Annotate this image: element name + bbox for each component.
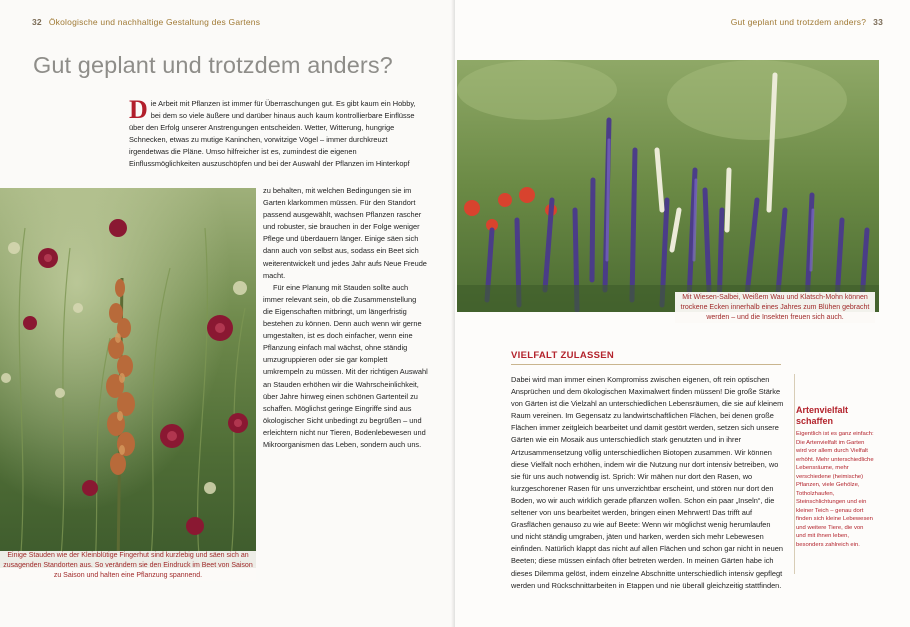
left-running-head-text: Ökologische und nachhaltige Gestaltung des Gartens [48,17,261,27]
sidebar-title: Artenvielfalt schaffen [796,405,849,426]
salvia-meadow-photo-image [457,60,879,312]
right-page [455,0,910,627]
right-page-number: 33 [873,17,883,27]
foxglove-photo-caption: Einige Stauden wie der Kleinblütige Fingerhut sind kurzlebig und säen sich an zusagenden Standorten aus. So verändern sie den Eindruck im Beet von Saison zu Saison und halten eine Pflanzung spannend. [0,551,256,581]
left-page-number: 32 [32,17,42,27]
section-rule [511,364,781,365]
sidebar-box [796,405,874,549]
section-heading: VIELFALT ZULASSEN [511,350,615,361]
left-running-head [32,17,260,27]
foxglove-photo-image [0,188,256,568]
left-column-paragraph: Für eine Planung mit Stauden sollte auch immer relevant sein, ob die Zusammenstellung die Eigenschaften mitbringt, um längerfristig bestehen zu können. Denn auch wenn wir gerne umgestalten, ist es doch einfacher, wenn eine Pflanzung einfach mal wächst, ohne ständig umzugruppieren oder sie gar komplett umkrempeln zu müssen. Mit der richtigen Auswahl an Stauden erhöhen wir die Wahrscheinlichkeit, über Jahre hinweg einen schönen Gartenteil zu schaffen. Möglichst geringe Eingriffe sind aus ökologischer Sicht unbedingt zu begrüßen – und erleichtern nicht nur Tieren, Bodenlebewesen und Mikroorganismen das Leben, sondern auch uns. [263,282,428,449]
right-running-head [731,17,883,27]
sidebar-text: Eigentlich ist es ganz einfach: Die Artenvielfalt im Garten wird vor allem durch Vielfalt erhöht. Mehr unterschiedliche Lebensräume, mehr verschiedene (heimische) Pflanzen, viele Gehölze, Totholzhaufen, Steinschlichtungen und ein kleiner Teich – genau dort finden sich kleine Lebewesen und weitere Tiere, die von und mit ihnen leben, besonders zahlreich ein. [796,431,874,548]
left-column-paragraph: zu behalten, mit welchen Bedingungen sie im Garten klarkommen müssen. Für den Standort passend ausgewählt, wachsen Pflanzen rascher und robuster, sie brauchen in der Folge weniger Pflege und überdauern länger. Einige säen sich dann auch von selbst aus, sodass ein Beet sich weiterentwickelt und jedes Jahr aufs Neue Freude macht. [263,186,427,280]
foxglove-photo [0,188,256,568]
intro-text: ie Arbeit mit Pflanzen ist immer für Überraschungen gut. Es gibt kaum ein Hobby, bei dem so viele äußere und darüber hinaus auch kaum kontrollierbare Einflüsse über den Erfolg unserer Anstrengungen entscheiden. Wetter, Witterung, hungrige Schnecken, etwas zu mutige Kaninchen, vorwitzige Vögel – immer durchkreuzt irgendetwas die Pläne. Umso hilfreicher ist es, zumindest die eigenen Einflussmöglichkeiten auszuschöpfen und bei der Auswahl der Pflanzen im Hinterkopf [129,99,416,169]
salvia-photo-caption: Mit Wiesen-Salbei, Weißem Wau und Klatsch-Mohn können trockene Ecken innerhalb eines Jahres zum Blühen gebracht werden – und die Insekten freuen sich auch. [675,292,875,323]
dropcap: D [129,95,148,124]
salvia-meadow-photo [457,60,879,312]
sidebar-divider [794,374,795,574]
intro-paragraph [129,95,427,171]
left-column-text [263,185,428,451]
right-column-text: Dabei wird man immer einen Kompromiss zwischen eigenen, oft rein optischen Ansprüchen und dem ökologischen Maximalwert finden müssen! Die große Stärke von Gärten ist die Vielzahl an unterschiedlichen Lebensräumen, die sie auf kleinem Raum vereinen. Im Gegensatz zu landwirtschaftlichen Flächen, bei denen große Flächen immer zeitgleich bearbeitet und damit gestört werden, setzen sich unsere Gärten wie ein Mosaik aus unterschiedlich stark genutzten und in ihrer Artzusammensetzung völlig unterschiedlichen Biotopen zusammen. Wir können diese Vielfalt noch erhöhen, indem wir die Nutzung nur dort intensiv betreiben, wo sie für uns auch notwendig ist. Sprich: Wir mähen nur dort den Rasen, wo kurzgeschorener Rasen für uns unverzichtbar erscheint, und stören nur dort den Boden, wo wir auch wirklich gerade pflanzen wollen. Schon ein paar „Inseln“, die seltener von uns bearbeitet werden, bringen einen Mehrwert! Das trifft auf Grasflächen genauso zu wie auf Beete: Wenn wir möglichst wenig herumlaufen und nicht ständig umgraben, jäten und harken, werden sich mehr Lebewesen einfinden. Natürlich klappt das nicht auf allen Flächen und schon gar nicht in neuen Beeten; diese müssen einfach öfter betreten werden. In meinen Gärten habe ich dieses Dilemma gelöst, indem einzelne Abschnitte unterschiedlich intensiv gepflegt werden und Rückschnittarbeiten in Etappen und nie überall gleichzeitig stattfinden. [511,375,784,590]
page-title: Gut geplant und trotzdem anders? [33,52,393,78]
right-running-head-text: Gut geplant und trotzdem anders? [730,17,867,27]
